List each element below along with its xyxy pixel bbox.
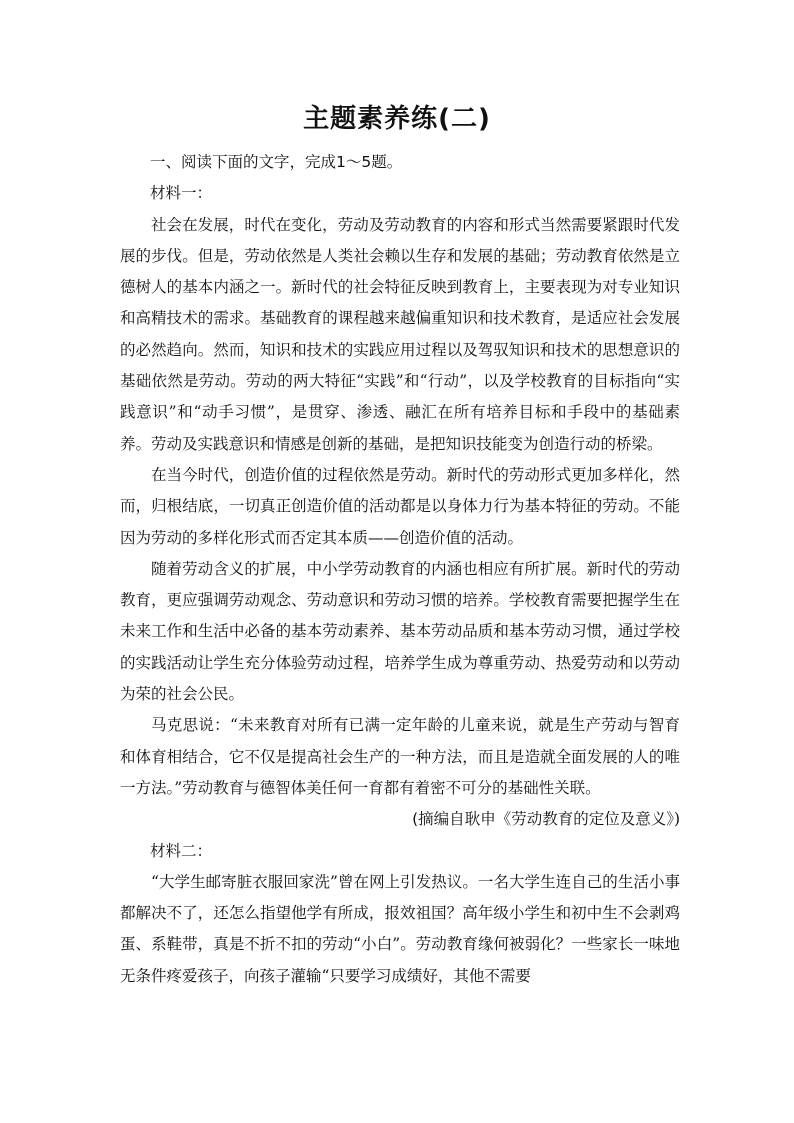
- section-heading: 一、阅读下面的文字，完成1～5题。: [150, 153, 403, 171]
- material-1-paragraph-2: 在当今时代，创造价值的过程依然是劳动。新时代的劳动形式更加多样化，然而，归根结底，一切真正创造价值的活动都是以身体力行为基本特征的劳动。不能因为劳动的多样化形式而否定其本质——创造价值的活动。: [120, 465, 680, 547]
- source-citation: 耿申《劳动教育的定位及意义》): [464, 810, 680, 829]
- material-2-paragraph-1: “大学生邮寄脏衣服回家洗”曾在网上引发热议。一名大学生连自己的生活小事都解决不了，还怎么指望他学有所成，报效祖国？高年级小学生和初中生不会剥鸡蛋、系鞋带，真是不折不扣的劳动“小白”。劳动教育缘何被弱化？一些家长一味地无条件疼爱孩子，向孩子灌输“只要学习成绩好，其他不需要: [120, 872, 680, 985]
- material-1-paragraph-1: 社会在发展，时代在变化，劳动及劳动教育的内容和形式当然需要紧跟时代发展的步伐。但是，劳动依然是人类社会赖以生存和发展的基础；劳动教育依然是立德树人的基本内涵之一。新时代的社会特征反映到教育上，主要表现为对专业知识和高精技术的需求。基础教育的课程越来越偏重知识和技术教育，是适应社会发展的必然趋向。然而，知识和技术的实践应用过程以及驾驭知识和技术的思想意识的基础依然是劳动。劳动的两大特征“实践”和“行动”，以及学校教育的目标指向“实践意识”和“动手习惯”，是贯穿、渗透、融汇在所有培养目标和手段中的基础素养。劳动及实践意识和情感是创新的基础，是把知识技能变为创造行动的桥梁。: [120, 215, 680, 453]
- material-1-label: 材料一：: [150, 184, 213, 203]
- material-1-paragraph-3: 随着劳动含义的扩展，中小学劳动教育的内涵也相应有所扩展。新时代的劳动教育，更应强调劳动观念、劳动意识和劳动习惯的培养。学校教育需要把握学生在未来工作和生活中必备的基本劳动素养、基本劳动品质和基本劳动习惯，通过学校的实践活动让学生充分体验劳动过程，培养学生成为尊重劳动、热爱劳动和以劳动为荣的社会公民。: [120, 559, 680, 704]
- material-1-paragraph-4: 马克思说：“未来教育对所有已满一定年龄的儿童来说，就是生产劳动与智育和体育相结合，它不仅是提高社会生产的一种方法，而且是造就全面发展的人的唯一方法。”劳动教育与德智体美任何一育都有着密不可分的基础性关联。: [120, 716, 680, 797]
- material-1-source: [120, 804, 680, 835]
- document-body: [120, 147, 680, 992]
- page-title: 主题素养练(二): [303, 104, 491, 134]
- source-prefix: (摘编自: [412, 810, 465, 829]
- material-2-label: 材料二：: [150, 841, 213, 860]
